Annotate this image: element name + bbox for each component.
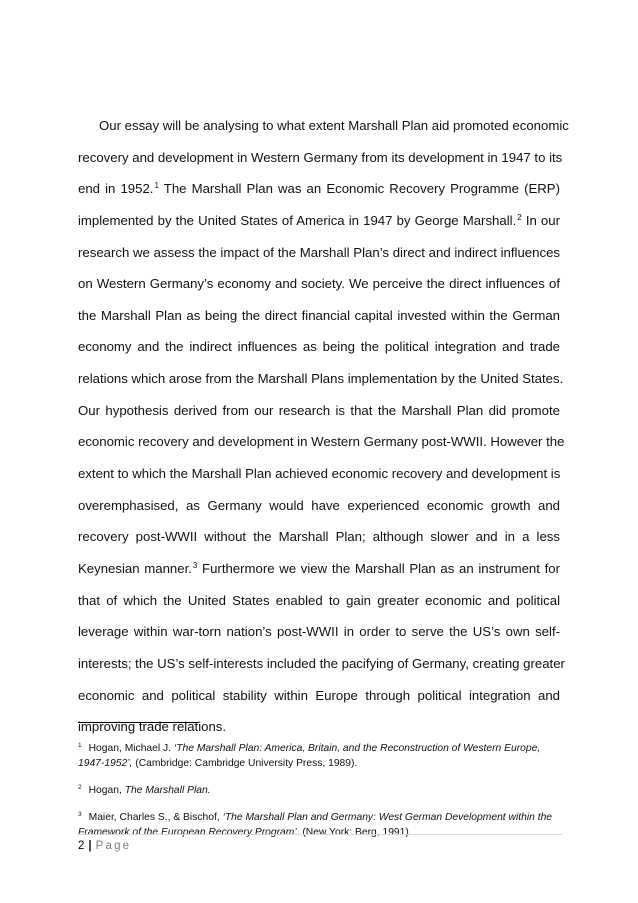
body-paragraph [78,116,569,749]
body-line-11: economic recovery and development in Western Germany post-WWII. However the [78,434,565,450]
body-line-19: economic and political stability within Europe through political integration and [78,687,560,703]
footnote-ref-3[interactable]: 3 [192,560,198,570]
footnote-3: $^3$ Maier, Charles S., & Bischof, ‘The Marshall Plan and Germany: West German Development within the Framework of the European Recovery Program’. (New York: Berg, 1991). [78,811,553,838]
body-line-16: that of which the United States enabled to gain greater economic and political [78,592,560,608]
footnotes [78,738,562,849]
footnote-1: $^1$ Hogan, Michael J. ‘The Marshall Plan: America, Britain, and the Reconstruction of Western Europe, 1947-1952’, (Cambridge: Cambridge University Press, 1989). [78,742,541,769]
body-line-8: economy and the indirect influences as being the political integration and trade [78,339,560,355]
body-line-5: research we assess the impact of the Marshall Plan’s direct and indirect influences [78,244,560,260]
footnote-ref-1[interactable]: 1 [154,181,159,191]
body-line-9: relations which arose from the Marshall Plans implementation by the United States. [78,371,564,387]
body-line-13: overemphasised, as Germany would have experienced economic growth and [78,497,560,513]
body-line-15: Keynesian manner.$^3$ Furthermore we view the Marshall Plan as an instrument for [78,560,560,576]
body-line-6: on Western Germany’s economy and society. We perceive the direct influences of [78,276,560,292]
body-line-1: Our essay will be analysing to what extent Marshall Plan aid promoted economic [99,118,569,133]
body-line-3: end in 1952.$^1$ The Marshall Plan was an Economic Recovery Programme (ERP) [78,181,560,197]
body-line-12: extent to which the Marshall Plan achieved economic recovery and development is [78,466,561,482]
footnote-number: 1 [78,742,82,749]
body-line-14: recovery post-WWII without the Marshall Plan; although slower and in a less [78,529,560,545]
footer-separator: | [88,840,92,852]
body-line-2: recovery and development in Western Germany from its development in 1947 to its [78,149,563,165]
body-line-18: interests; the US’s self-interests included the pacifying of Germany, creating greater [78,655,565,671]
body-line-7: the Marshall Plan as being the direct financial capital invested within the German [78,307,560,323]
body-line-4: implemented by the United States of America in 1947 by George Marshall.$^2$ In our [78,212,560,228]
page-number: 2 [78,840,85,852]
footnote-ref-2[interactable]: 2 [517,212,522,222]
page-footer [78,838,131,854]
footnote-number: 3 [78,811,82,818]
footnote-separator [78,722,199,723]
footnote-2: $^2$ Hogan, The Marshall Plan. [78,784,211,796]
footnote-number: 2 [78,784,82,791]
footer-divider [78,834,562,835]
body-line-10: Our hypothesis derived from our research is that the Marshall Plan did promote [78,402,560,418]
page-label: Page [95,840,132,852]
body-line-20: improving trade relations. [78,719,227,735]
body-line-17: leverage within war-torn nation’s post-WWII in order to serve the US’s own self- [78,624,560,640]
